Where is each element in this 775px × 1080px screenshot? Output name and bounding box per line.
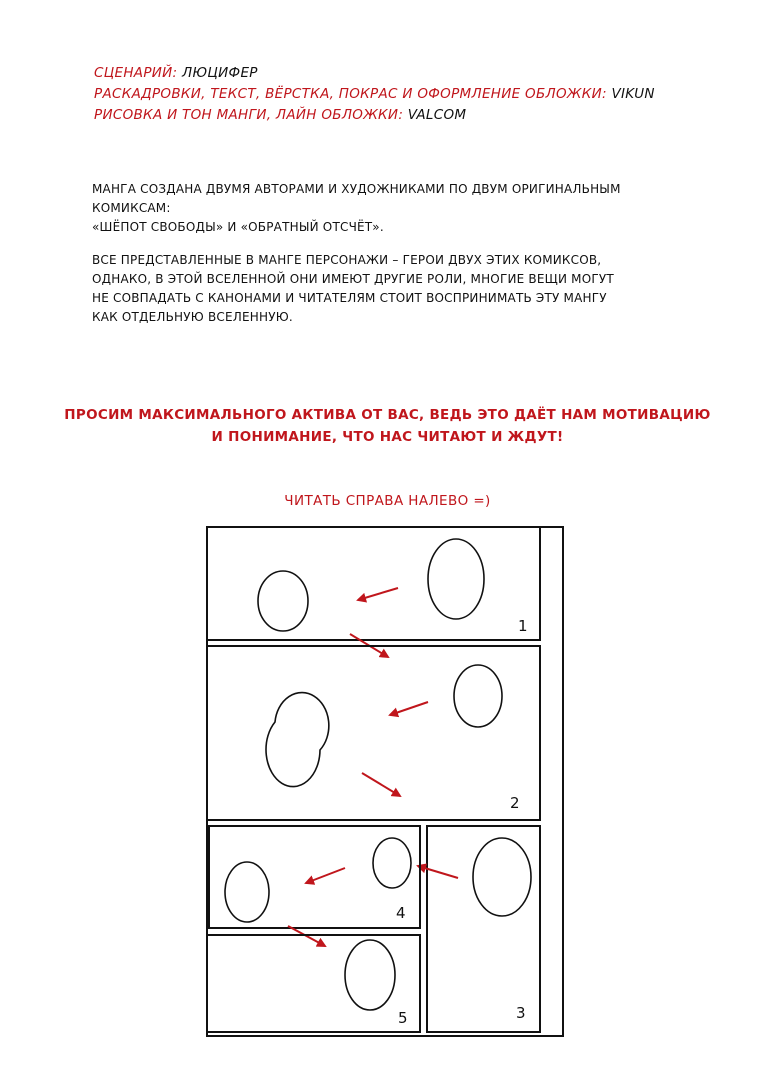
speech-bubble [225, 862, 269, 922]
credit-role: РИСОВКА И ТОН МАНГИ, ЛАЙН ОБЛОЖКИ: [94, 107, 404, 123]
intro-line: ВСЕ ПРЕДСТАВЛЕННЫЕ В МАНГЕ ПЕРСОНАЖИ – ГЕРОИ ДВУХ ЭТИХ КОМИКСОВ, [92, 253, 602, 267]
panel-4 [209, 826, 420, 928]
panel-1 [207, 527, 540, 640]
panel-number-1: 1 [518, 617, 528, 635]
page-frame [207, 527, 563, 1036]
reading-direction-hint: ЧИТАТЬ СПРАВА НАЛЕВО =) [284, 493, 491, 509]
intro-line: КОМИКСАМ: [92, 201, 171, 215]
intro-line: НЕ СОВПАДАТЬ С КАНОНАМИ И ЧИТАТЕЛЯМ СТОИТ ВОСПРИНИМАТЬ ЭТУ МАНГУ [92, 291, 607, 305]
panel-2 [207, 646, 540, 820]
speech-bubble [428, 539, 484, 619]
panel-number-5: 5 [398, 1009, 408, 1027]
intro-line: КАК ОТДЕЛЬНУЮ ВСЕЛЕННУЮ. [92, 310, 293, 324]
credit-role: РАСКАДРОВКИ, ТЕКСТ, ВЁРСТКА, ПОКРАС И ОФОРМЛЕНИЕ ОБЛОЖКИ: [94, 86, 607, 102]
panel-number-3: 3 [516, 1004, 526, 1022]
intro-line: ОДНАКО, В ЭТОЙ ВСЕЛЕННОЙ ОНИ ИМЕЮТ ДРУГИЕ РОЛИ, МНОГИЕ ВЕЩИ МОГУТ [92, 272, 614, 286]
credit-role: СЦЕНАРИЙ: [94, 65, 178, 81]
panel-number-2: 2 [510, 794, 520, 812]
credit-name: ЛЮЦИФЕР [182, 65, 258, 81]
appeal-line: ПРОСИМ МАКСИМАЛЬНОГО АКТИВА ОТ ВАС, ВЕДЬ ЭТО ДАЁТ НАМ МОТИВАЦИЮ [64, 407, 711, 423]
intro-line: МАНГА СОЗДАНА ДВУМЯ АВТОРАМИ И ХУДОЖНИКАМИ ПО ДВУМ ОРИГИНАЛЬНЫМ [92, 182, 621, 196]
reading-arrow [418, 866, 458, 878]
appeal-line: И ПОНИМАНИЕ, ЧТО НАС ЧИТАЮТ И ЖДУТ! [211, 429, 564, 445]
speech-bubble [373, 838, 411, 888]
speech-bubble [266, 693, 329, 787]
intro-line: «ШЁПОТ СВОБОДЫ» И «ОБРАТНЫЙ ОТСЧЁТ». [92, 220, 384, 234]
credit-name: VALCOM [407, 107, 467, 123]
speech-bubble [258, 571, 308, 631]
reading-arrow [362, 773, 400, 796]
credit-name: VIKUN [611, 86, 655, 102]
speech-bubble [345, 940, 395, 1010]
reading-arrow [390, 702, 428, 715]
speech-bubble [473, 838, 531, 916]
panel-number-4: 4 [396, 904, 406, 922]
speech-bubble [454, 665, 502, 727]
panel-3 [427, 826, 540, 1032]
reading-arrow [358, 588, 398, 600]
reading-arrow [306, 868, 345, 883]
